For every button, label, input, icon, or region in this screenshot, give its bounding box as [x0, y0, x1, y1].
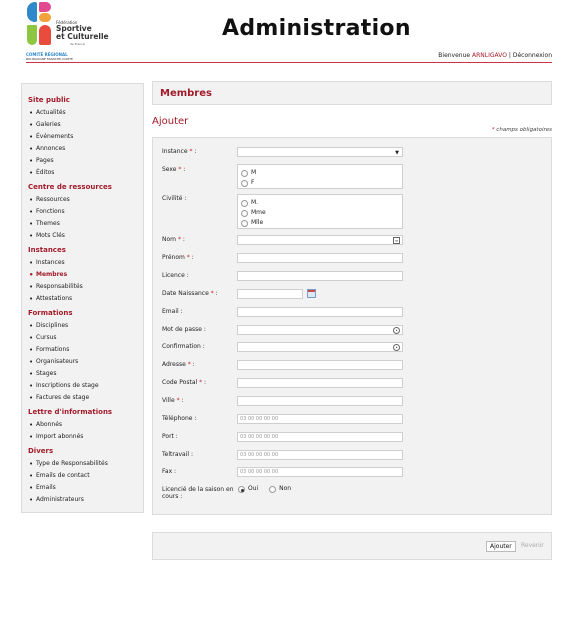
civilite-option-mlle[interactable]: Mlle [240, 218, 402, 228]
adresse-label: Adresse * : [162, 361, 195, 368]
sidebar-item-fonctions[interactable]: • Fonctions [28, 206, 137, 218]
sidebar-item-attestations[interactable]: • Attestations [28, 293, 137, 305]
radio-icon [241, 210, 248, 217]
sidebar-item-inscriptions-stage[interactable]: • Inscriptions de stage [28, 380, 137, 392]
radio-icon [241, 180, 248, 187]
dropdown-arrow-icon: ▼ [395, 150, 399, 156]
radio-icon [269, 486, 276, 493]
sidebar-section-lettre: Lettre d'informations [28, 408, 113, 416]
sidebar-item-abonnes[interactable]: • Abonnés [28, 419, 137, 431]
section-title: Membres [160, 88, 212, 99]
logo-federation-sub: de France [70, 42, 85, 46]
confirm-password-input[interactable] [237, 342, 403, 352]
code-postal-input[interactable] [237, 378, 403, 388]
sidebar-item-editos[interactable]: • Éditos [28, 167, 137, 179]
section-header [152, 81, 552, 105]
required-fields-note: * champs obligatoires [491, 127, 552, 133]
calendar-icon[interactable] [307, 289, 316, 298]
password-label: Mot de passe : [162, 326, 206, 333]
sidebar-item-pages[interactable]: • Pages [28, 155, 137, 167]
sidebar-item-themes[interactable]: • Themes [28, 218, 137, 230]
sexe-option-f[interactable]: F [240, 178, 402, 188]
welcome-bar [438, 52, 552, 59]
sidebar-item-emails-contact[interactable]: • Emails de contact [28, 470, 137, 482]
sidebar-section-ressources: Centre de ressources [28, 183, 112, 191]
fax-label: Fax : [162, 468, 177, 475]
licencie-label: Licencié de la saison en cours : [162, 486, 234, 500]
sidebar-item-mots-cles[interactable]: • Mots Clés [28, 230, 137, 242]
sidebar-item-actualites[interactable]: • Actualités [28, 107, 137, 119]
instance-select[interactable] [237, 147, 403, 157]
sexe-option-m[interactable]: M [240, 168, 402, 178]
welcome-prefix: Bienvenue [438, 52, 473, 59]
licencie-option-oui[interactable]: Oui [237, 484, 258, 494]
sidebar-item-evenements[interactable]: • Événements [28, 131, 137, 143]
header-divider [26, 62, 552, 63]
sidebar-item-membres[interactable]: • Membres [28, 269, 137, 281]
confirm-label: Confirmation : [162, 343, 205, 350]
sidebar-item-galeries[interactable]: • Galeries [28, 119, 137, 131]
ville-input[interactable] [237, 396, 403, 406]
logout-link[interactable]: Déconnexion [512, 52, 552, 59]
sexe-radio-group [237, 164, 403, 189]
date-naissance-label: Date Naissance * : [162, 290, 218, 297]
sidebar-item-formations[interactable]: • Formations [28, 344, 137, 356]
sidebar-item-instances[interactable]: • Instances [28, 257, 137, 269]
sidebar-item-ressources[interactable]: • Ressources [28, 194, 137, 206]
sidebar-item-emails[interactable]: • Emails [28, 482, 137, 494]
radio-checked-icon [238, 486, 245, 493]
key-icon: • [393, 344, 400, 351]
sidebar-item-import-abonnes[interactable]: • Import abonnés [28, 431, 137, 443]
sidebar-item-stages[interactable]: • Stages [28, 368, 137, 380]
form-title: Ajouter [152, 116, 189, 127]
contact-card-icon: ≡ [394, 238, 399, 243]
date-naissance-input[interactable] [237, 289, 303, 299]
sidebar-item-annonces[interactable]: • Annonces [28, 143, 137, 155]
form-actions [152, 532, 552, 560]
back-link[interactable]: Revenir [521, 542, 544, 549]
sidebar-section-instances: Instances [28, 246, 66, 254]
sidebar-nav [21, 83, 144, 513]
email-input[interactable] [237, 307, 403, 317]
key-icon: • [393, 327, 400, 334]
logo-region: BOURGOGNE FRANCHE-COMTÉ [26, 57, 73, 61]
port-label: Port : [162, 433, 178, 440]
welcome-separator: | [506, 52, 513, 59]
sidebar-item-factures-stage[interactable]: • Factures de stage [28, 392, 137, 404]
licence-input[interactable] [237, 271, 403, 281]
nom-label: Nom * : [162, 236, 185, 243]
fax-input[interactable]: 03 00 00 00 00 [237, 467, 403, 477]
sidebar-item-responsabilites[interactable]: • Responsabilités [28, 281, 137, 293]
sidebar-section-formations: Formations [28, 309, 73, 317]
radio-icon [241, 220, 248, 227]
prenom-input[interactable] [237, 253, 403, 263]
licence-label: Licence : [162, 272, 189, 279]
civilite-radio-group [237, 194, 403, 229]
logo-federation-small: Fédération [56, 20, 78, 25]
port-input[interactable]: 03 00 00 00 00 [237, 432, 403, 442]
prenom-label: Prénom * : [162, 254, 194, 261]
sexe-label: Sexe * : [162, 166, 186, 173]
radio-icon [241, 200, 248, 207]
header [0, 0, 573, 64]
logo-comite: COMITÉ RÉGIONAL [26, 52, 68, 57]
telephone-input[interactable]: 03 00 00 00 00 [237, 414, 403, 424]
adresse-input[interactable] [237, 360, 403, 370]
civilite-option-m[interactable]: M. [240, 198, 402, 208]
logo-mark-icon [26, 2, 52, 46]
radio-icon [241, 170, 248, 177]
code-postal-label: Code Postal * : [162, 379, 207, 386]
password-input[interactable] [237, 325, 403, 335]
sidebar-section-site-public: Site public [28, 96, 70, 104]
ville-label: Ville * : [162, 397, 184, 404]
teltravail-input[interactable]: 03 00 00 00 00 [237, 450, 403, 460]
email-label: Email : [162, 308, 183, 315]
sidebar-section-divers: Divers [28, 447, 54, 455]
telephone-label: Téléphone : [162, 415, 197, 422]
member-form [152, 137, 552, 515]
nom-input[interactable] [237, 235, 403, 245]
teltravail-label: Teltravail : [162, 451, 193, 458]
licencie-option-non[interactable]: Non [268, 484, 291, 494]
sidebar-item-administrateurs[interactable]: • Administrateurs [28, 494, 137, 506]
federation-logo[interactable] [26, 2, 126, 62]
sidebar-item-disciplines[interactable]: • Disciplines [28, 320, 137, 332]
licencie-radio-group [237, 484, 299, 494]
submit-button[interactable]: Ajouter [486, 541, 516, 552]
sidebar-item-type-responsabilites[interactable]: • Type de Responsabilités [28, 458, 137, 470]
sidebar-item-cursus[interactable]: • Cursus [28, 332, 137, 344]
username-link[interactable]: ARNLIGAVO [472, 52, 507, 59]
sidebar-item-organisateurs[interactable]: • Organisateurs [28, 356, 137, 368]
logo-federation-name: Sportive et Culturelle [56, 24, 109, 41]
civilite-label: Civilité : [162, 195, 187, 202]
page-title: Administration [222, 16, 411, 41]
civilite-option-mme[interactable]: Mme [240, 208, 402, 218]
instance-label: Instance * : [162, 148, 197, 155]
